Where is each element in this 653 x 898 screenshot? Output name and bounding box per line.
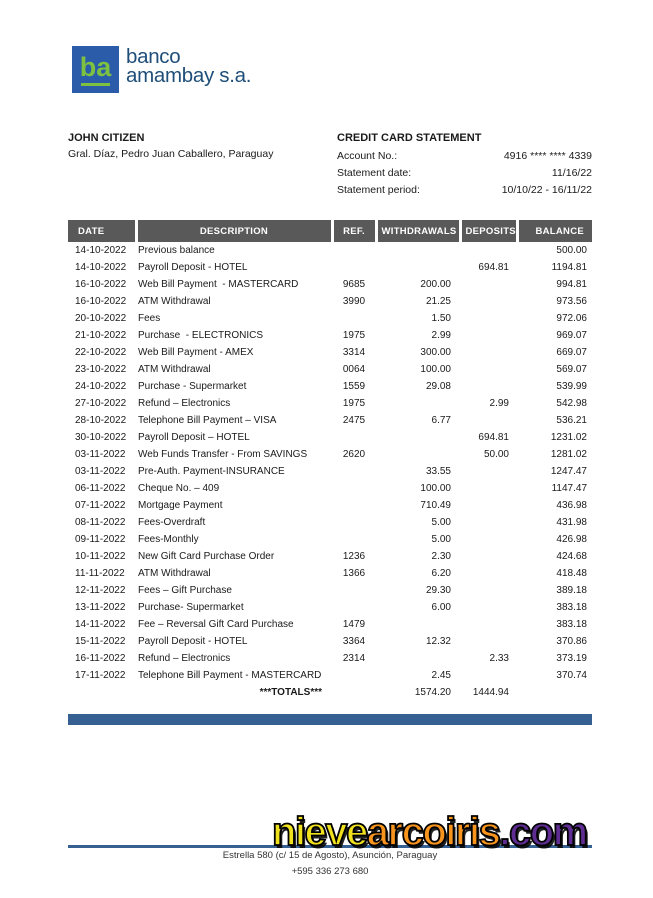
cell-ref [332,531,376,548]
cell-deposits [460,344,517,361]
cell-deposits [460,310,517,327]
cell-deposits [460,293,517,310]
cell-deposits [460,531,517,548]
cell-date: 22-10-2022 [75,347,127,358]
table-row [68,667,592,684]
cell-withdrawals: 300.00 [420,347,451,358]
watermark-part2: arcoiris [366,810,500,854]
cell-date: 16-10-2022 [75,279,127,290]
footer-address: Estrella 580 (c/ 15 de Agosto), Asunción, Paraguay [222,850,438,861]
statement-field-date [337,165,592,182]
cell-deposits [460,327,517,344]
cell-date: 10-11-2022 [75,551,126,562]
cell-deposits: 694.81 [478,432,509,443]
cell-deposits [460,378,517,395]
logo-underline [81,83,110,86]
logo-square-icon [72,46,119,93]
cell-deposits [460,582,517,599]
table-row [68,616,592,633]
cell-balance: 994.81 [556,279,587,290]
logo-monogram: ba [79,52,112,82]
cell-deposits: 50.00 [483,449,509,460]
cell-ref [332,463,376,480]
totals-empty-balance [517,684,592,707]
statement-date-label: Statement date: [337,167,412,179]
cell-deposits [460,276,517,293]
cell-withdrawals: 5.00 [431,534,451,545]
cell-deposits [460,633,517,650]
cell-deposits [460,463,517,480]
bank-name-line1: banco [126,45,181,68]
statement-period-label: Statement period: [337,184,420,196]
totals-row [68,684,592,707]
table-row [68,310,592,327]
cell-date: 14-10-2022 [75,262,127,273]
cell-ref: 1366 [342,568,366,579]
cell-balance: 569.07 [556,364,587,375]
cell-withdrawals: 12.32 [425,636,451,647]
cell-deposits [460,242,517,259]
cell-deposits [460,497,517,514]
totals-empty-date [68,684,136,707]
cell-deposits [460,514,517,531]
cell-date: 08-11-2022 [75,517,126,528]
cell-withdrawals [376,242,460,259]
cell-description: Web Bill Payment - AMEX [138,347,254,358]
cell-description: Pre-Auth. Payment-INSURANCE [138,466,285,477]
column-header-description: DESCRIPTION [136,220,332,242]
cell-balance: 370.74 [556,670,587,681]
cell-withdrawals: 200.00 [420,279,451,290]
cell-description: Fees-Monthly [138,534,199,545]
cell-date: 12-11-2022 [75,585,126,596]
cell-ref: 1479 [342,619,366,630]
cell-ref: 2620 [342,449,366,460]
table-row [68,514,592,531]
cell-deposits [460,361,517,378]
cell-balance: 969.07 [556,330,587,341]
cell-ref [332,480,376,497]
cell-withdrawals [376,446,460,463]
cell-ref: 1559 [342,381,366,392]
account-number-value: 4916 **** **** 4339 [503,150,592,162]
cell-balance: 424.68 [556,551,587,562]
cell-deposits [460,480,517,497]
statement-date-value: 11/16/22 [551,167,592,179]
totals-empty-ref [332,684,376,707]
totals-label: ***TOTALS*** [259,687,322,698]
table-row [68,242,592,259]
cell-description: Purchase - Supermarket [138,381,247,392]
customer-name: JOHN CITIZEN [68,132,145,144]
cell-balance: 370.86 [556,636,587,647]
cell-description: ATM Withdrawal [138,364,211,375]
cell-ref: 3314 [342,347,366,358]
table-row [68,276,592,293]
cell-withdrawals: 2.30 [431,551,451,562]
totals-withdrawals: 1574.20 [414,687,451,698]
table-row [68,446,592,463]
cell-balance: 542.98 [556,398,587,409]
cell-description: Mortgage Payment [138,500,223,511]
cell-ref: 3990 [342,296,366,307]
cell-date: 09-11-2022 [75,534,126,545]
cell-withdrawals: 6.77 [431,415,451,426]
customer-address: Gral. Díaz, Pedro Juan Caballero, Paraguay [68,148,274,160]
table-row [68,531,592,548]
cell-description: Refund – Electronics [138,653,231,664]
cell-date: 27-10-2022 [75,398,127,409]
cell-date: 20-10-2022 [75,313,127,324]
table-row [68,378,592,395]
customer-info [68,132,273,160]
cell-ref [332,497,376,514]
cell-ref: 2475 [342,415,366,426]
cell-withdrawals: 100.00 [420,364,451,375]
statement-title: CREDIT CARD STATEMENT [337,132,482,144]
bank-logo [72,46,251,93]
cell-ref [332,599,376,616]
cell-date: 17-11-2022 [75,670,126,681]
cell-description: Payroll Deposit – HOTEL [138,432,250,443]
cell-withdrawals: 21.25 [425,296,451,307]
cell-withdrawals: 33.55 [425,466,451,477]
cell-ref [332,667,376,684]
watermark [272,812,587,852]
cell-ref [332,310,376,327]
cell-description: Telephone Bill Payment – VISA [138,415,277,426]
table-row [68,633,592,650]
cell-balance: 1247.47 [550,466,587,477]
cell-deposits [460,667,517,684]
cell-withdrawals: 1.50 [431,313,451,324]
cell-withdrawals: 6.20 [431,568,451,579]
cell-withdrawals: 100.00 [420,483,451,494]
cell-withdrawals: 2.45 [431,670,451,681]
cell-withdrawals [376,395,460,412]
table-header-row [68,220,592,242]
cell-balance: 669.07 [556,347,587,358]
table-row [68,429,592,446]
transactions-table [68,220,592,707]
table-row [68,497,592,514]
statement-info [337,132,592,199]
cell-ref: 0064 [342,364,366,375]
cell-description: Previous balance [138,245,215,256]
cell-date: 30-10-2022 [75,432,127,443]
cell-date: 15-11-2022 [75,636,126,647]
cell-ref [332,514,376,531]
cell-description: Purchase- Supermarket [138,602,244,613]
cell-withdrawals: 29.30 [425,585,451,596]
table-row [68,463,592,480]
table-row [68,293,592,310]
cell-deposits [460,565,517,582]
cell-description: Purchase - ELECTRONICS [138,330,264,341]
cell-description: ATM Withdrawal [138,568,211,579]
cell-description: Web Funds Transfer - From SAVINGS [138,449,308,460]
cell-description: Fees – Gift Purchase [138,585,232,596]
cell-date: 14-11-2022 [75,619,126,630]
cell-balance: 973.56 [556,296,587,307]
statement-period-value: 10/10/22 - 16/11/22 [501,184,592,196]
cell-date: 03-11-2022 [75,449,126,460]
table-row [68,327,592,344]
cell-ref: 3364 [342,636,366,647]
table-row [68,565,592,582]
footer-phone: +595 336 273 680 [291,866,369,877]
cell-balance: 373.19 [556,653,587,664]
watermark-part1: nieve [272,810,367,854]
cell-date: 24-10-2022 [75,381,127,392]
cell-description: Web Bill Payment - MASTERCARD [138,279,299,290]
cell-deposits: 694.81 [478,262,509,273]
cell-balance: 1147.47 [551,483,587,494]
cell-withdrawals [376,650,460,667]
column-header-deposits: DEPOSITS [460,220,517,242]
cell-date: 16-11-2022 [75,653,126,664]
cell-deposits [460,548,517,565]
cell-withdrawals: 5.00 [431,517,451,528]
column-header-withdrawals: WITHDRAWALS [376,220,460,242]
totals-deposits: 1444.94 [472,687,509,698]
cell-balance: 383.18 [556,619,587,630]
cell-ref: 2314 [342,653,366,664]
cell-date: 21-10-2022 [75,330,127,341]
table-row [68,599,592,616]
statement-field-account [337,148,592,165]
cell-deposits: 2.33 [489,653,509,664]
cell-description: Cheque No. – 409 [138,483,220,494]
cell-date: 07-11-2022 [75,500,126,511]
cell-ref [332,429,376,446]
cell-date: 14-10-2022 [75,245,127,256]
cell-balance: 436.98 [556,500,587,511]
table-row [68,344,592,361]
cell-balance: 1281.02 [550,449,587,460]
cell-withdrawals [376,616,460,633]
table-row [68,582,592,599]
table-row [68,650,592,667]
account-number-label: Account No.: [337,150,398,162]
column-header-balance: BALANCE [517,220,592,242]
cell-balance: 383.18 [556,602,587,613]
cell-balance: 1194.81 [551,262,587,273]
cell-ref [332,259,376,276]
transaction-rows [68,242,592,684]
statement-field-period [337,182,592,199]
cell-ref: 9685 [342,279,366,290]
bank-name-line2: amambay s.a. [126,63,252,87]
cell-balance: 426.98 [556,534,587,545]
watermark-part3: .com [499,810,587,854]
table-row [68,395,592,412]
cell-description: Fee – Reversal Gift Card Purchase [138,619,294,630]
cell-deposits: 2.99 [489,398,509,409]
cell-date: 06-11-2022 [75,483,126,494]
cell-description: Fees-Overdraft [138,517,206,528]
cell-balance: 431.98 [556,517,587,528]
cell-ref [332,242,376,259]
cell-description: Telephone Bill Payment - MASTERCARD [138,670,322,681]
cell-description: ATM Withdrawal [138,296,211,307]
cell-date: 16-10-2022 [75,296,127,307]
table-row [68,259,592,276]
cell-date: 03-11-2022 [75,466,126,477]
cell-balance: 539.99 [556,381,587,392]
cell-date: 13-11-2022 [75,602,126,613]
column-header-date: DATE [68,220,136,242]
cell-description: Payroll Deposit - HOTEL [138,262,248,273]
cell-balance: 1231.02 [550,432,587,443]
cell-date: 23-10-2022 [75,364,127,375]
table-bottom-bar [68,714,592,725]
cell-date: 28-10-2022 [75,415,127,426]
cell-withdrawals [376,429,460,446]
cell-ref [332,582,376,599]
cell-balance: 500.00 [556,245,587,256]
column-header-ref: REF. [332,220,376,242]
table-row [68,412,592,429]
cell-ref: 1236 [342,551,366,562]
cell-description: Payroll Deposit - HOTEL [138,636,248,647]
cell-balance: 536.21 [556,415,587,426]
cell-description: New Gift Card Purchase Order [138,551,275,562]
cell-withdrawals: 710.49 [420,500,451,511]
cell-ref: 1975 [342,330,366,341]
cell-balance: 418.48 [556,568,587,579]
cell-ref: 1975 [342,398,366,409]
cell-date: 11-11-2022 [75,568,125,579]
table-row [68,480,592,497]
cell-description: Fees [138,313,161,324]
cell-deposits [460,599,517,616]
table-row [68,361,592,378]
cell-withdrawals [376,259,460,276]
bank-name [126,45,252,87]
cell-withdrawals: 6.00 [431,602,451,613]
cell-balance: 389.18 [556,585,587,596]
cell-description: Refund – Electronics [138,398,231,409]
cell-withdrawals: 2.99 [431,330,451,341]
table-row [68,548,592,565]
cell-deposits [460,616,517,633]
cell-withdrawals: 29.08 [425,381,451,392]
cell-balance: 972.06 [556,313,587,324]
cell-deposits [460,412,517,429]
